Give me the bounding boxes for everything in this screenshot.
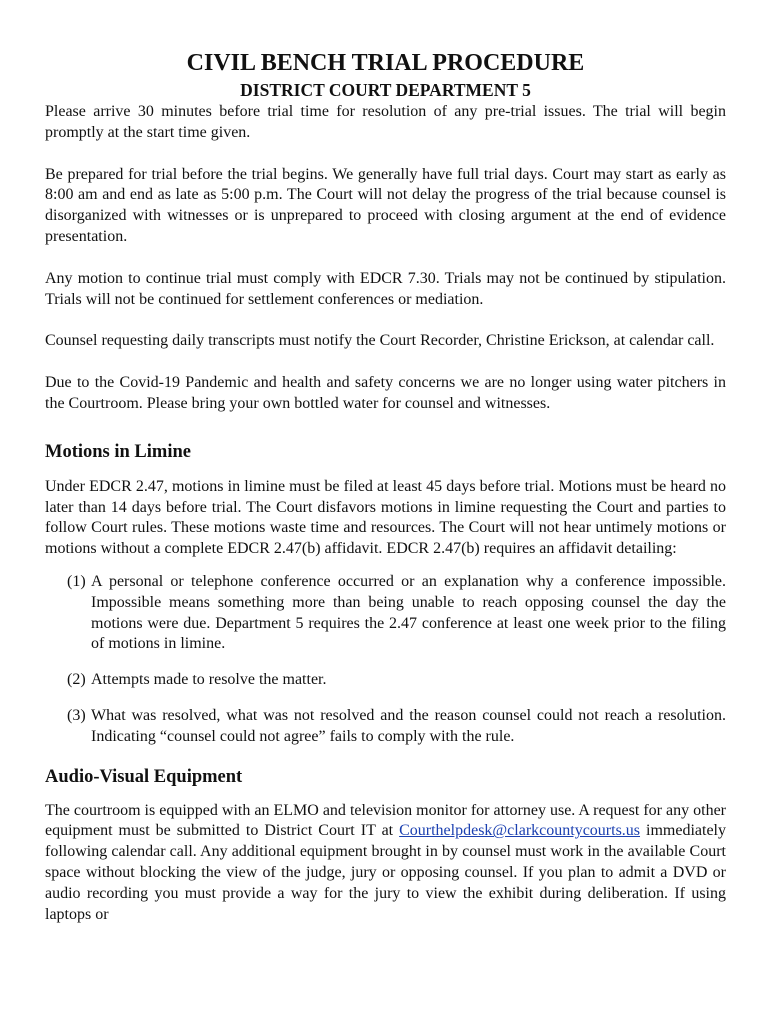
list-item-number: (3) (67, 706, 86, 724)
intro-paragraph-covid: Due to the Covid-19 Pandemic and health and safety concerns we are no longer using water pitchers in the Courtroom. Please bring your own bottled water for counsel and witnesses. (45, 374, 726, 412)
av-body-text-start: The courtroom is equipped with an ELMO and television monitor for attorney use. A request for any other equipment must be submitted to District Court IT at (45, 801, 726, 840)
list-item (67, 670, 726, 691)
list-item-text: Attempts made to resolve the matter. (91, 671, 327, 689)
document-title: CIVIL BENCH TRIAL PROCEDURE (186, 50, 585, 76)
list-item (67, 706, 726, 748)
intro-paragraph-transcripts: Counsel requesting daily transcripts must notify the Court Recorder, Christine Erickson, at calendar call. (45, 332, 715, 350)
list-item-text: What was resolved, what was not resolved and the reason counsel could not reach a resolution. Indicating “counsel could not agree” fails to comply with the rule. (91, 706, 726, 745)
av-body-text-end: immediately following calendar call. Any additional equipment brought in by counsel must work in the available Court space without blocking the view of the judge, jury or opposing counsel. If you plan to admit a DVD or audio recording you must provide a way for the jury to view the exhibit during deliberation. If using laptops or (45, 822, 726, 923)
av-heading: Audio-Visual Equipment (45, 766, 243, 787)
av-body (45, 801, 726, 926)
list-item (67, 572, 726, 655)
document-subtitle: DISTRICT COURT DEPARTMENT 5 (240, 80, 531, 100)
intro-paragraph-preparation: Be prepared for trial before the trial begins. We generally have full trial days. Court may start as early as 8:00 am and end as late as 5:00 p.m. The Court will not delay the progress of the trial because counsel is disorganized with witnesses or is unprepared to proceed with closing argument at the end of evidence presentation. (45, 165, 726, 245)
list-item-text: A personal or telephone conference occurred or an explanation why a conference impossible. Impossible means something more than being unable to reach opposing counsel the day the motions were due. Department 5 requires the 2.47 conference at least one week prior to the filing of motions in limine. (91, 572, 726, 653)
intro-paragraph-continuance: Any motion to continue trial must comply with EDCR 7.30. Trials may not be continued by stipulation. Trials will not be continued for settlement conferences or mediation. (45, 269, 726, 308)
motions-heading: Motions in Limine (45, 441, 191, 462)
list-item-number: (2) (67, 671, 86, 689)
motions-body: Under EDCR 2.47, motions in limine must be filed at least 45 days before trial. Motions must be heard no later than 14 days before trial. The Court disfavors motions in limine requesting the Court and parties to follow Court rules. These motions waste time and resources. The Court will not hear untimely motions or motions without a complete EDCR 2.47(b) affidavit. EDCR 2.47(b) requires an affidavit detailing: (45, 477, 726, 558)
helpdesk-email-link[interactable]: Courthelpdesk@clarkcountycourts.us (399, 822, 641, 840)
intro-paragraph-arrival: Please arrive 30 minutes before trial time for resolution of any pre-trial issues. The trial will begin promptly at the start time given. (45, 103, 726, 141)
list-item-number: (1) (67, 572, 86, 590)
affidavit-requirements-list (45, 572, 726, 748)
document-page (45, 48, 726, 925)
